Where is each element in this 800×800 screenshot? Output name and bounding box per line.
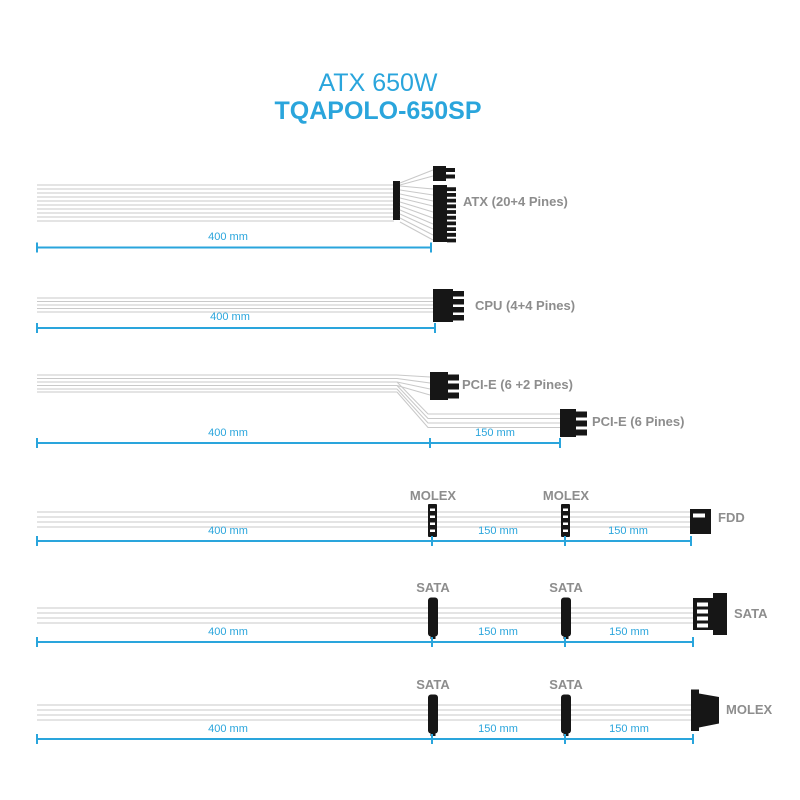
- sata-dimension-label-3: 150 mm: [609, 626, 649, 638]
- fdd-connector-notch: [693, 514, 705, 518]
- cpu-dimension-label: 400 mm: [210, 311, 250, 323]
- molex-cable-bundle: [37, 512, 691, 527]
- pcie-6plus2-connector-label: PCI-E (6 +2 Pines): [462, 377, 573, 392]
- molex-end-connector-label: MOLEX: [726, 702, 773, 717]
- row-pcie: [37, 372, 684, 448]
- molex-end-connector-body: [699, 694, 719, 728]
- row-cpu: [37, 289, 575, 333]
- sata-molex-dimension-label-1: 400 mm: [208, 723, 248, 735]
- sata-inline-connector-2: [561, 598, 571, 637]
- molex-fdd-dimension-label-2: 150 mm: [478, 525, 518, 537]
- product-series-title: ATX 650W: [318, 69, 438, 97]
- sata-inline-connector-1: [428, 598, 438, 637]
- atx-dimension-label: 400 mm: [208, 231, 248, 243]
- sata-cable-bundle: [37, 608, 694, 623]
- pcie-6plus2-connector-body: [430, 372, 448, 400]
- sata-dimension-line: [37, 637, 693, 647]
- atx-dimension-line: [37, 243, 431, 253]
- cpu-connector-label: CPU (4+4 Pines): [475, 298, 576, 313]
- sata-molex-dimension-label-3: 150 mm: [609, 723, 649, 735]
- product-model-title: TQAPOLO-650SP: [274, 97, 482, 125]
- pcie-dimension-label-1: 400 mm: [208, 427, 248, 439]
- sata-molex-dimension: [37, 723, 693, 744]
- sata-molex-inline-label-2: SATA: [549, 677, 583, 692]
- sata-inline-label-2: SATA: [549, 580, 583, 595]
- atx-20pin-connector-body: [433, 185, 447, 242]
- sata-dimension-label-2: 150 mm: [478, 626, 518, 638]
- pcie-dimension: [37, 427, 560, 448]
- pcie-6pin-connector-pins: [576, 412, 587, 436]
- sata-molex-inline-connector-2: [561, 695, 571, 734]
- atx-cable-fanout: [400, 170, 433, 240]
- cpu-connector-pins: [453, 291, 464, 321]
- molex-inline-label-1: MOLEX: [409, 488, 457, 503]
- row-molex-fdd: [37, 488, 745, 546]
- sata-molex-cable-bundle: [37, 705, 692, 720]
- pcie-cable-fanout-up: [397, 375, 430, 395]
- pcie-6pin-connector-label: PCI-E (6 Pines): [592, 414, 685, 429]
- cpu-cable-bundle: [37, 298, 435, 312]
- pcie-dimension-label-2: 150 mm: [475, 427, 515, 439]
- molex-end-connector-flange: [691, 690, 699, 732]
- atx-connector-label: ATX (20+4 Pines): [463, 194, 568, 209]
- row-sata-molex: [37, 677, 773, 744]
- cpu-connector-body: [433, 289, 453, 322]
- sata-molex-dimension-line: [37, 734, 693, 744]
- pcie-6plus2-connector-pins: [448, 375, 459, 399]
- atx-dimension: [37, 231, 431, 253]
- atx-cable-tie: [393, 181, 400, 220]
- molex-fdd-dimension: [37, 525, 691, 546]
- cpu-dimension: [37, 311, 435, 333]
- row-atx: [37, 166, 568, 253]
- pcie-6pin-connector-body: [560, 409, 576, 437]
- fdd-connector-label: FDD: [718, 510, 745, 525]
- cpu-dimension-line: [37, 323, 435, 333]
- atx-4pin-connector-body: [433, 166, 446, 181]
- pcie-dimension-line: [37, 438, 560, 448]
- pcie-cable-bundle: [37, 375, 397, 392]
- fdd-connector-body: [690, 509, 711, 534]
- atx-cable-bundle: [37, 185, 394, 221]
- molex-fdd-dimension-label-3: 150 mm: [608, 525, 648, 537]
- atx-20pin-connector-pins: [447, 187, 456, 242]
- sata-molex-inline-connector-1: [428, 695, 438, 734]
- row-sata: [37, 580, 768, 647]
- sata-end-connector-back: [713, 593, 727, 635]
- molex-fdd-dimension-line: [37, 536, 691, 546]
- sata-molex-dimension-label-2: 150 mm: [478, 723, 518, 735]
- atx-4pin-connector-pins: [446, 168, 455, 179]
- molex-inline-label-2: MOLEX: [542, 488, 590, 503]
- molex-fdd-dimension-label-1: 400 mm: [208, 525, 248, 537]
- sata-end-connector-label: SATA: [734, 606, 768, 621]
- sata-dimension: [37, 626, 693, 647]
- sata-molex-inline-label-1: SATA: [416, 677, 450, 692]
- sata-dimension-label-1: 400 mm: [208, 626, 248, 638]
- sata-inline-label-1: SATA: [416, 580, 450, 595]
